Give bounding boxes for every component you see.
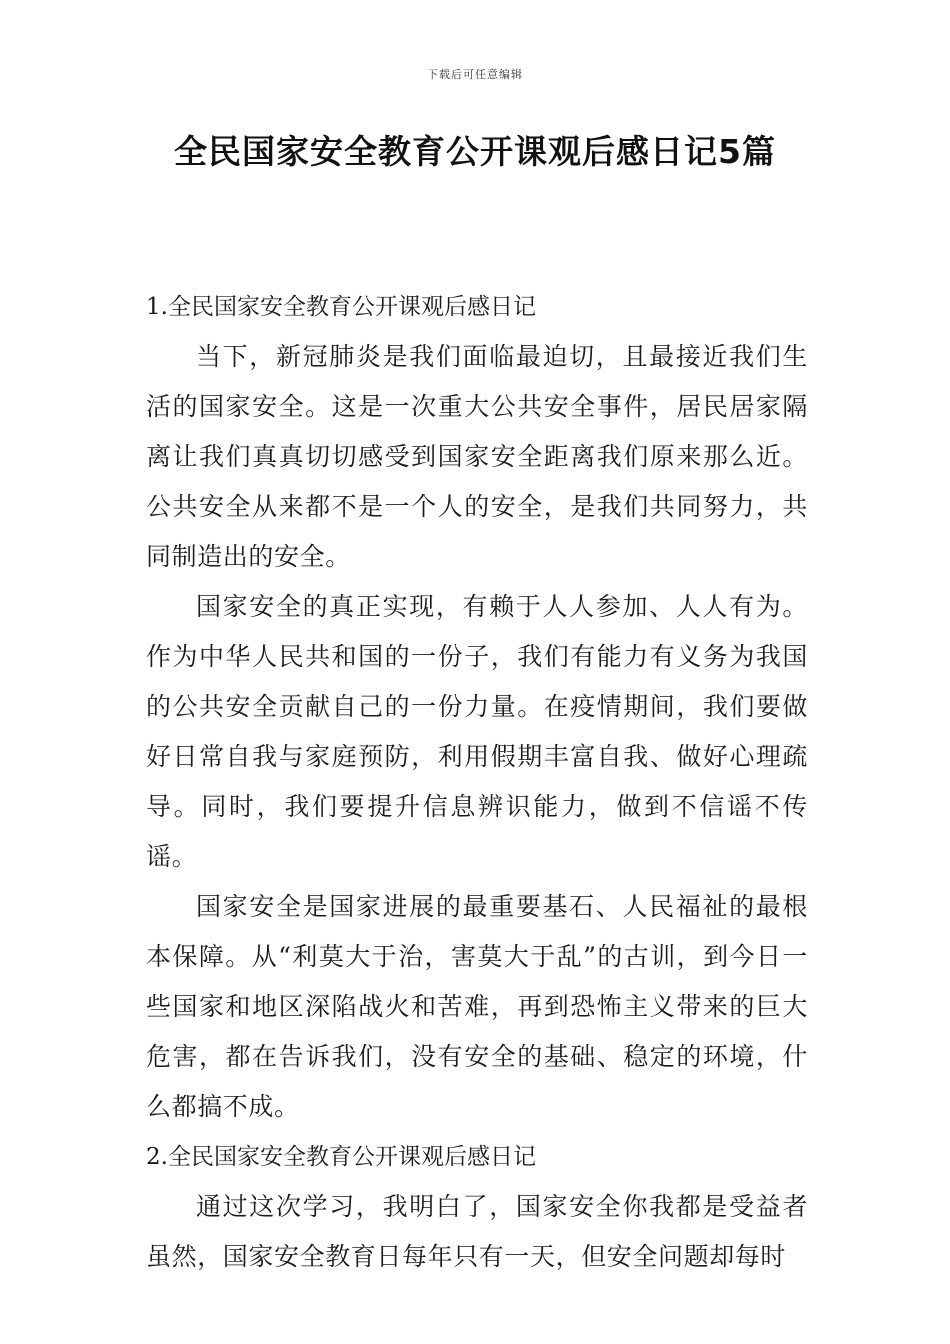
paragraph: 国家安全是国家进展的最重要基石、人民福祉的最根本保障。从“利莫大于治，害莫大于乱”的古训，到今日一些国家和地区深陷战火和苦难，再到恐怖主义带来的巨大危害，都在告诉我们，没有安全的基础、稳定的环境，什么都搞不成。: [146, 892, 808, 1121]
section-heading: 1.全民国家安全教育公开课观后感日记: [146, 294, 536, 320]
section-heading: 2.全民国家安全教育公开课观后感日记: [146, 1144, 536, 1170]
paragraph: 当下，新冠肺炎是我们面临最迫切，且最接近我们生活的国家安全。这是一次重大公共安全事件，居民居家隔离让我们真真切切感受到国家安全距离我们原来那么近。公共安全从来都不是一个人的安全，是我们共同努力，共同制造出的安全。: [146, 342, 808, 571]
paragraph: 通过这次学习，我明白了，国家安全你我都是受益者虽然，国家安全教育日每年只有一天，但安全问题却每时: [146, 1192, 808, 1271]
section-2: [146, 1132, 808, 1282]
header-note: 下载后可任意编辑: [427, 68, 523, 81]
document-body: [146, 282, 808, 1282]
paragraph: 国家安全的真正实现，有赖于人人参加、人人有为。作为中华人民共和国的一份子，我们有能力有义务为我国的公共安全贡献自己的一份力量。在疫情期间，我们要做好日常自我与家庭预防，利用假期丰富自我、做好心理疏导。同时，我们要提升信息辨识能力，做到不信谣不传谣。: [146, 592, 808, 871]
document-title: 全民国家安全教育公开课观后感日记5篇: [174, 132, 776, 171]
section-1: [146, 282, 808, 1132]
